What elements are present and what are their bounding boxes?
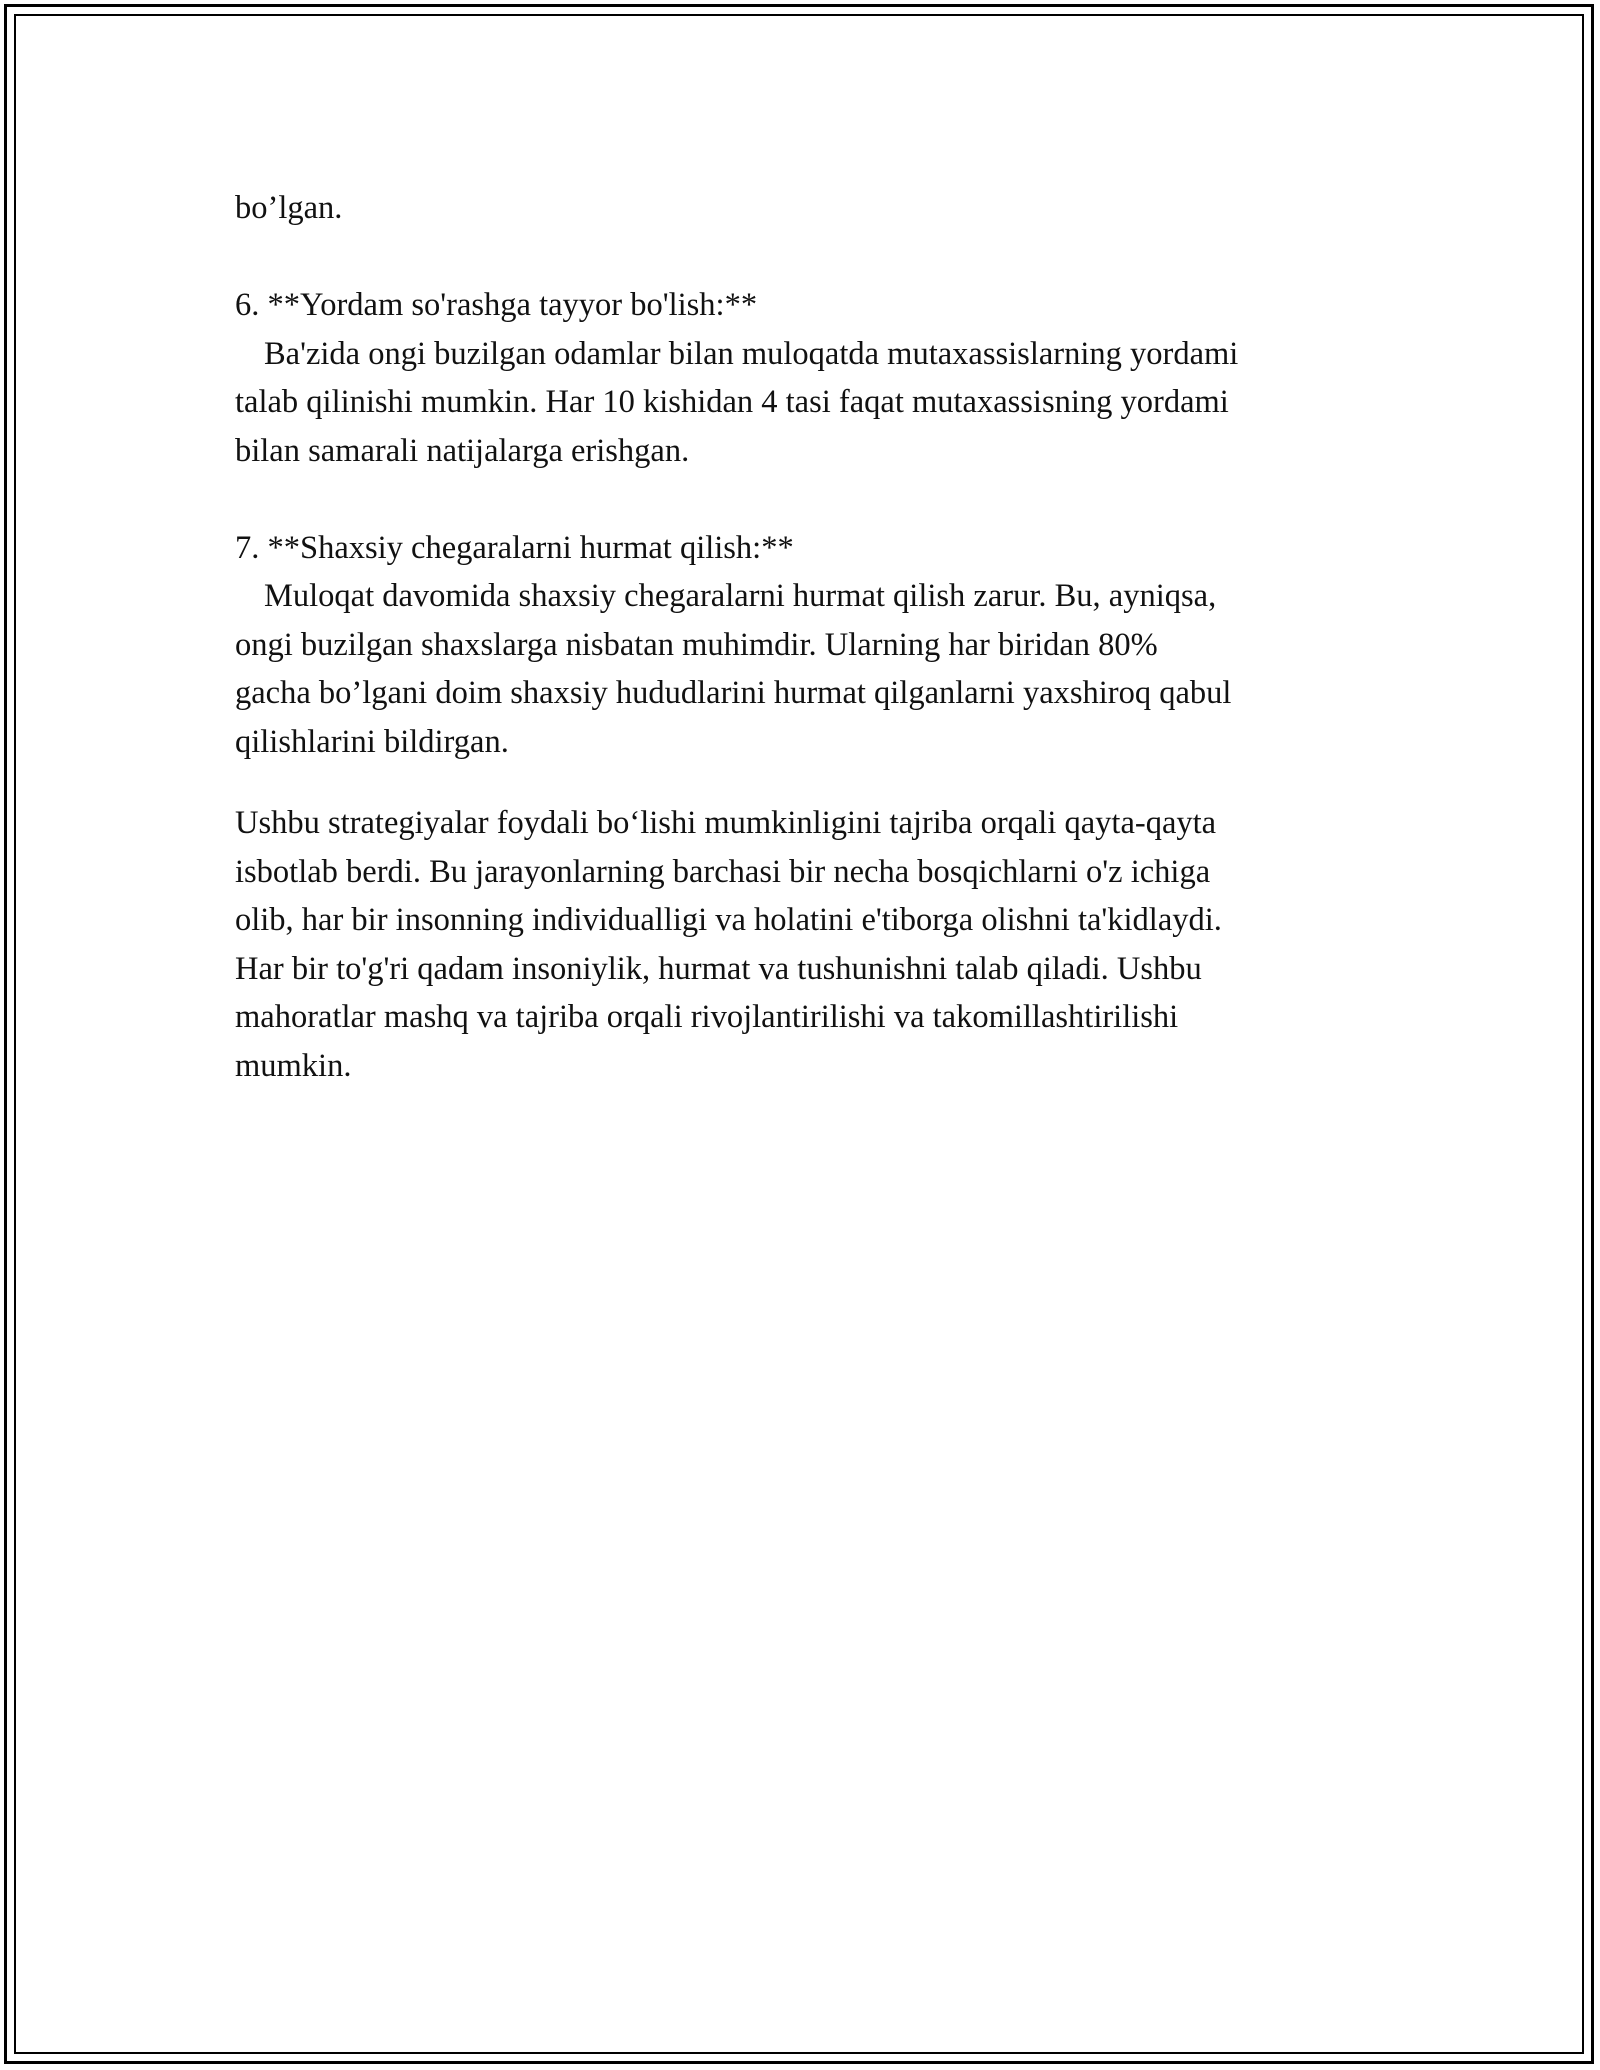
paragraph-gap [235,233,1395,282]
body-line: bilan samarali natijalarga erishgan. [235,432,690,469]
continuation-text: bo’lgan. [235,190,343,226]
paragraph-gap [235,475,1395,524]
paragraph-gap [235,766,1395,799]
section-6 [235,281,1395,475]
conclusion-paragraph [235,799,1395,1090]
body-line: mahoratlar mashq va tajriba orqali rivojlantirilishi va takomillashtirilishi [235,999,1179,1035]
document-body [235,184,1395,1090]
body-line: Ushbu strategiyalar foydali bo‘lishi mumkinligini tajriba orqali qayta-qayta [235,805,1217,841]
body-line: olib, har bir insonning individualligi va holatini e'tiborga olishni ta'kidlaydi. [235,902,1222,938]
body-line: qilishlarini bildirgan. [235,723,509,760]
section-heading: 7. **Shaxsiy chegaralarni hurmat qilish:** [235,529,794,566]
body-line: gacha bo’lgani doim shaxsiy hududlarini hurmat qilganlarni yaxshiroq qabul [235,675,1232,711]
body-line: Har bir to'g'ri qadam insoniylik, hurmat va tushunishni talab qiladi. Ushbu [235,950,1202,987]
body-line: Ba'zida ongi buzilgan odamlar bilan muloqatda mutaxassislarning yordami [264,335,1239,372]
body-line: talab qilinishi mumkin. Har 10 kishidan 4 tasi faqat mutaxassisning yordami [235,384,1229,420]
body-line: mumkin. [235,1047,352,1084]
body-line: isbotlab berdi. Bu jarayonlarning barchasi bir necha bosqichlarni o'z ichiga [235,853,1211,890]
section-7 [235,524,1395,767]
body-line: ongi buzilgan shaxslarga nisbatan muhimdir. Ularning har biridan 80% [235,626,1158,663]
body-line: Muloqat davomida shaxsiy chegaralarni hurmat qilish zarur. Bu, ayniqsa, [264,578,1217,614]
section-heading: 6. **Yordam so'rashga tayyor bo'lish:** [235,287,758,323]
